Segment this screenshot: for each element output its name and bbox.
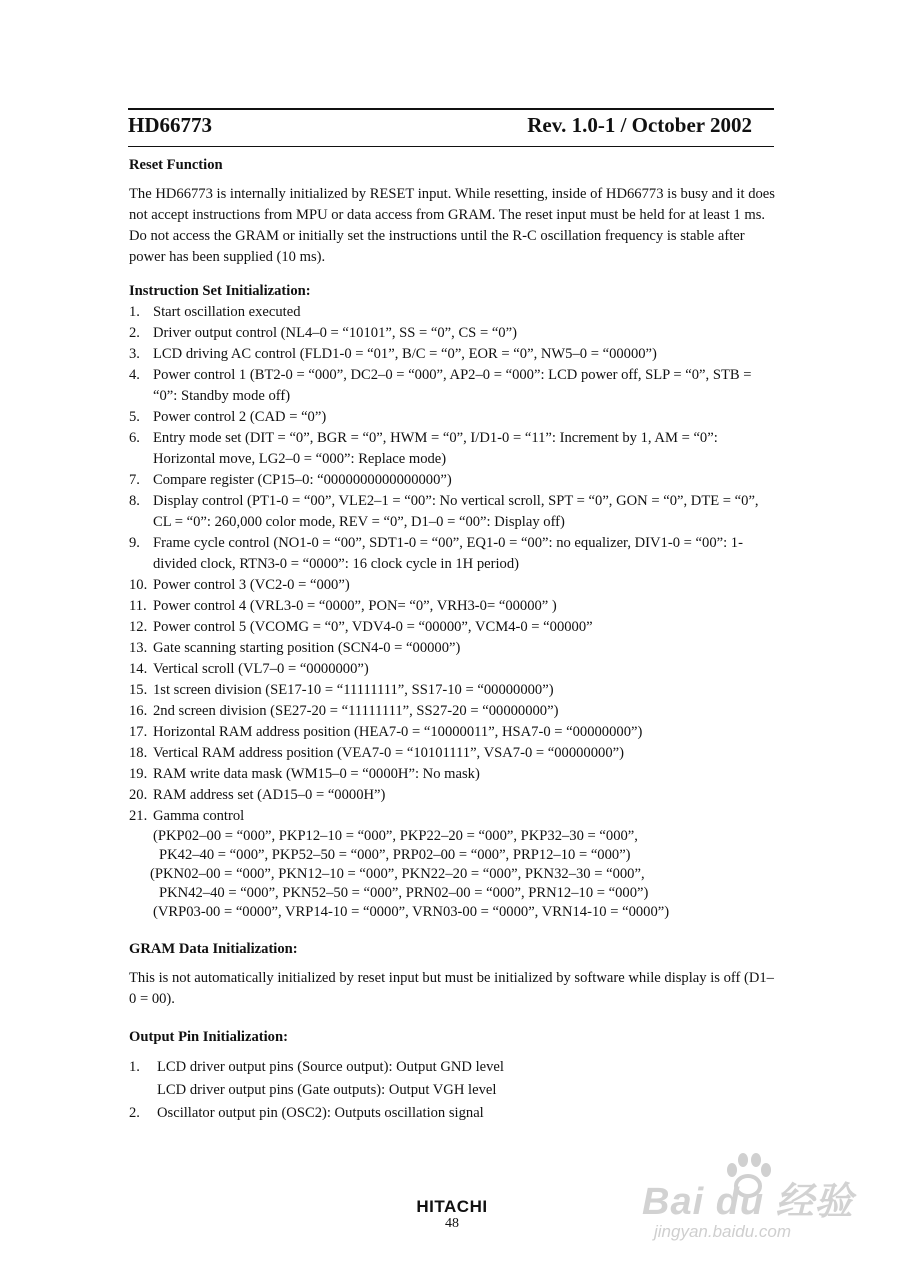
document-title: HD66773 bbox=[128, 113, 212, 137]
instruction-item bbox=[129, 806, 777, 827]
instruction-item-text: Frame cycle control (NO1-0 = “00”, SDT1-0 = “00”, EQ1-0 = “00”: no equalizer, DIV1-0 = “00”: 1-divided clock, RTN3-0 = “0000”: 16 clock cycle in 1H period) bbox=[153, 535, 743, 572]
reset-paragraph: The HD66773 is internally initialized by RESET input. While resetting, inside of HD66773 is busy and it does not accept instructions from MPU or data access from GRAM. The reset input must be held for at least 1 ms. Do not access the GRAM or initially set the instructions until the R-C oscillation frequency is stable after power has been supplied (10 ms). bbox=[129, 186, 775, 265]
instruction-item-text: Power control 1 (BT2-0 = “000”, DC2–0 = “000”, AP2–0 = “000”: LCD power off, SLP = “0”, STB = “0”: Standby mode off) bbox=[153, 367, 752, 404]
page-number: 48 bbox=[445, 1216, 459, 1231]
instruction-item-number: 16. bbox=[129, 703, 148, 719]
watermark-url: jingyan.baidu.com bbox=[654, 1222, 792, 1241]
instruction-item-number: 18. bbox=[129, 745, 148, 761]
instruction-item-text: Vertical scroll (VL7–0 = “0000000”) bbox=[153, 661, 369, 677]
header-top-rule bbox=[128, 108, 774, 110]
instruction-item-text: Power control 2 (CAD = “0”) bbox=[153, 409, 327, 425]
gram-heading: GRAM Data Initialization: bbox=[129, 941, 298, 957]
instruction-item-number: 21. bbox=[129, 808, 148, 824]
output-pin-item-text: LCD driver output pins (Source output): Output GND level bbox=[157, 1059, 504, 1075]
instruction-item bbox=[129, 722, 777, 743]
output-pin-item-number: 2. bbox=[129, 1105, 140, 1121]
instruction-item-text: LCD driving AC control (FLD1-0 = “01”, B/C = “0”, EOR = “0”, NW5–0 = “00000”) bbox=[153, 346, 657, 362]
gamma-line: PK42–40 = “000”, PKP52–50 = “000”, PRP02–00 = “000”, PRP12–10 = “000”) bbox=[159, 847, 631, 863]
instruction-item bbox=[129, 743, 777, 764]
revision-label: Rev. 1.0-1 / October 2002 bbox=[527, 113, 752, 137]
instruction-item-text: Compare register (CP15–0: “0000000000000000”) bbox=[153, 472, 452, 488]
instruction-item-text: Entry mode set (DIT = “0”, BGR = “0”, HWM = “0”, I/D1-0 = “11”: Increment by 1, AM = “0”: Horizontal move, LG2–0 = “000”: Replace mode) bbox=[153, 430, 718, 467]
instruction-item-number: 6. bbox=[129, 430, 140, 446]
instruction-item-text: RAM address set (AD15–0 = “0000H”) bbox=[153, 787, 386, 803]
gamma-line: (VRP03-00 = “0000”, VRP14-10 = “0000”, VRN03-00 = “0000”, VRN14-10 = “0000”) bbox=[153, 904, 670, 920]
instruction-item bbox=[129, 638, 777, 659]
instruction-item-number: 9. bbox=[129, 535, 140, 551]
instruction-item-number: 12. bbox=[129, 619, 148, 635]
instruction-item-number: 1. bbox=[129, 304, 140, 320]
output-pin-item bbox=[129, 1056, 777, 1079]
instruction-item-number: 3. bbox=[129, 346, 140, 362]
instruction-item-text: Driver output control (NL4–0 = “10101”, SS = “0”, CS = “0”) bbox=[153, 325, 517, 341]
output-pin-item-number: 1. bbox=[129, 1059, 140, 1075]
gamma-line: PKN42–40 = “000”, PKN52–50 = “000”, PRN02–00 = “000”, PRN12–10 = “000”) bbox=[159, 885, 649, 901]
instruction-item-text: Vertical RAM address position (VEA7-0 = “10101111”, VSA7-0 = “00000000”) bbox=[153, 745, 624, 761]
instruction-item bbox=[129, 428, 777, 470]
gamma-control-values bbox=[150, 827, 777, 922]
instruction-item-text: Start oscillation executed bbox=[153, 304, 301, 320]
instruction-item-number: 17. bbox=[129, 724, 148, 740]
instruction-item-number: 15. bbox=[129, 682, 148, 698]
instruction-item bbox=[129, 302, 777, 323]
instruction-item bbox=[129, 323, 777, 344]
output-pin-item bbox=[129, 1102, 777, 1125]
instruction-item-number: 13. bbox=[129, 640, 148, 656]
instruction-item-text: Power control 5 (VCOMG = “0”, VDV4-0 = “00000”, VCM4-0 = “00000” bbox=[153, 619, 593, 635]
instruction-item bbox=[129, 680, 777, 701]
instruction-item bbox=[129, 764, 777, 785]
instruction-item-number: 4. bbox=[129, 367, 140, 383]
output-pin-item bbox=[129, 1079, 777, 1102]
instruction-item bbox=[129, 470, 777, 491]
instruction-item bbox=[129, 407, 777, 428]
output-pin-item-number bbox=[129, 1079, 157, 1102]
instruction-item-number: 8. bbox=[129, 493, 140, 509]
instruction-item-text: RAM write data mask (WM15–0 = “0000H”: No mask) bbox=[153, 766, 480, 782]
hitachi-logo: HITACHI bbox=[416, 1197, 488, 1216]
instruction-item-number: 5. bbox=[129, 409, 140, 425]
instruction-item-number: 10. bbox=[129, 577, 148, 593]
instruction-item-number: 11. bbox=[129, 598, 147, 614]
instruction-item-text: Horizontal RAM address position (HEA7-0 = “10000011”, HSA7-0 = “00000000”) bbox=[153, 724, 643, 740]
instruction-item bbox=[129, 701, 777, 722]
instruction-item bbox=[129, 344, 777, 365]
instruction-item-text: Power control 4 (VRL3-0 = “0000”, PON= “0”, VRH3-0= “00000” ) bbox=[153, 598, 557, 614]
gram-paragraph: This is not automatically initialized by reset input but must be initialized by software while display is off (D1–0 = 00). bbox=[129, 970, 774, 1007]
instruction-item bbox=[129, 533, 777, 575]
instruction-item bbox=[129, 491, 777, 533]
instruction-item bbox=[129, 596, 777, 617]
gamma-line: (PKN02–00 = “000”, PKN12–10 = “000”, PKN22–20 = “000”, PKN32–30 = “000”, bbox=[150, 866, 645, 882]
instruction-set-heading: Instruction Set Initialization: bbox=[129, 283, 311, 299]
instruction-item-number: 19. bbox=[129, 766, 148, 782]
instruction-item-text: Gamma control bbox=[153, 808, 245, 824]
instruction-item-number: 20. bbox=[129, 787, 148, 803]
instruction-item bbox=[129, 659, 777, 680]
instruction-item-number: 2. bbox=[129, 325, 140, 341]
gamma-line: (PKP02–00 = “000”, PKP12–10 = “000”, PKP22–20 = “000”, PKP32–30 = “000”, bbox=[153, 828, 638, 844]
reset-heading: Reset Function bbox=[129, 157, 223, 173]
output-pin-list bbox=[129, 1056, 777, 1125]
instruction-item bbox=[129, 365, 777, 407]
instruction-item-number: 14. bbox=[129, 661, 148, 677]
instruction-item-text: 1st screen division (SE17-10 = “11111111”, SS17-10 = “00000000”) bbox=[153, 682, 554, 698]
output-pin-item-text: LCD driver output pins (Gate outputs): Output VGH level bbox=[157, 1082, 497, 1098]
instruction-item-text: 2nd screen division (SE27-20 = “11111111”, SS27-20 = “00000000”) bbox=[153, 703, 559, 719]
output-pin-item-text: Oscillator output pin (OSC2): Outputs oscillation signal bbox=[157, 1105, 484, 1121]
instruction-item bbox=[129, 575, 777, 596]
header-bottom-rule bbox=[128, 146, 774, 147]
baidu-watermark bbox=[640, 1150, 860, 1250]
output-pin-heading: Output Pin Initialization: bbox=[129, 1029, 288, 1045]
instruction-item-text: Gate scanning starting position (SCN4-0 = “00000”) bbox=[153, 640, 461, 656]
instruction-item-text: Power control 3 (VC2-0 = “000”) bbox=[153, 577, 350, 593]
page-content bbox=[129, 155, 777, 1125]
instruction-item bbox=[129, 617, 777, 638]
watermark-brand: Bai du 经验 bbox=[642, 1181, 854, 1223]
instruction-set-list bbox=[129, 302, 777, 827]
instruction-item-number: 7. bbox=[129, 472, 140, 488]
instruction-item-text: Display control (PT1-0 = “00”, VLE2–1 = “00”: No vertical scroll, SPT = “0”, GON = “0”, DTE = “0”, CL = “0”: 260,000 color mode, REV = “0”, D1–0 = “00”: Display off) bbox=[153, 493, 759, 530]
instruction-item bbox=[129, 785, 777, 806]
